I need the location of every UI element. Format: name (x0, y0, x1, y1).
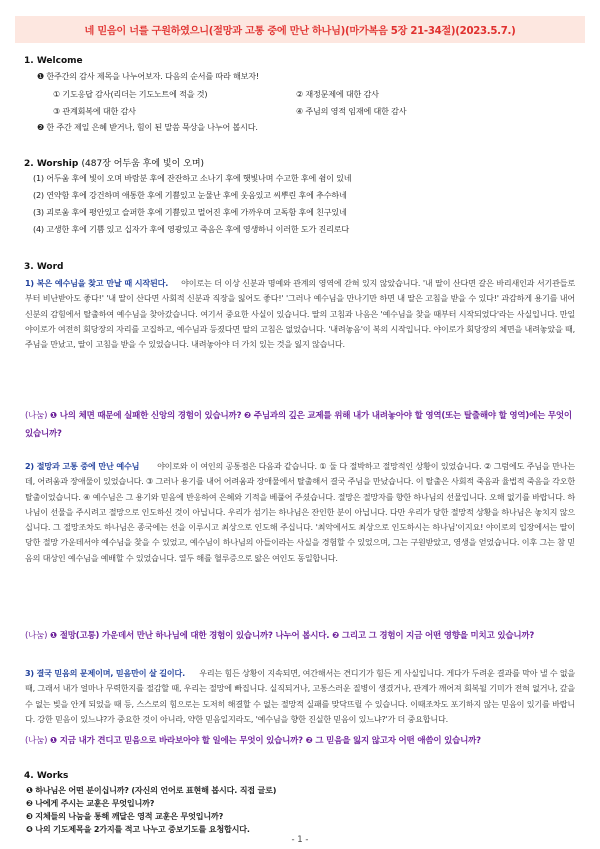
worship-verse: (1) 어두움 후에 빛이 오며 바람분 후에 잔잔하고 소나기 후에 햇빛나며 수고한 후에 쉼이 있네 (33, 173, 352, 183)
word-section-3 (25, 666, 575, 727)
word-section-3-question (25, 733, 575, 751)
worship-verse: (3) 괴로움 후에 평안있고 슬퍼한 후에 기쁨있고 멀어진 후에 가까우며 고독함 후에 친구있네 (33, 207, 347, 217)
question-label: (나눔) (25, 736, 48, 746)
word-section-2-question (25, 628, 575, 646)
page-title: 네 믿음이 너를 구원하였으니(절망과 고통 중에 만난 하나님)(마가복음 5장 21-34절)(2023.5.7.) (15, 16, 585, 43)
word-heading: 3. Word (24, 262, 64, 272)
word-section-3-body: 우리는 힘든 상황이 지속되면, 여간해서는 견디기가 힘든 게 사실입니다. 게다가 두려운 결과를 막아 낼 수 없을 때, 그래서 내가 얼마나 무력한지를 절감할 때, 우리는 절망에 빠집니다. 실직되거나, 고통스러운 질병이 생겼거나, 관계가 깨어져 회복될 기미가 전혀 없거나, 갚을 수 없는 빚을 안게 되었을 때 등, 스스로의 힘으로는 도저히 해결할 수 없는 절망적 실패를 맞닥뜨릴 수 있습니다. 이때조차도 포기하지 않는 믿음이 있기를 바랍니다. 강한 믿음이 있느냐?가 중요한 것이 아니라, 약한 믿음일지라도, '예수님을 향한 진실한 믿음이 있느냐?'가 더 중요합니다. (25, 668, 575, 724)
worship-verse: (4) 고생한 후에 기쁨 있고 십자가 후에 영광있고 죽음은 후에 영생하니 이러한 도가 진리로다 (33, 224, 349, 234)
word-section-1-body: 야이로는 더 이상 신분과 명예와 관계의 영역에 갇혀 있지 않았습니다. '내 딸이 산다면 갈은 바리새인과 서기관들로부터 비난받아도 좋다!' '내 딸이 산다면 사회적 신분과 직장을 잃어도 좋다!' '그러나 예수님을 만나기만 하면 내 딸은 고침을 받을 수 있다!' 과감하게 용기를 내어 신분의 감힘에서 탈출하여 예수님을 찾아갔습니다. 여기서 중요한 사실이 있습니다. 딸의 고침과 나음은 '예수님을 찾을 때부터 시작되었다'라는 사실입니다. 만일 야이로가 여전히 회당장의 자리를 고집하고, 예수님과 등졌다면 딸의 고침은 없었습니다. '내려놓음'이 복의 시작입니다. 야이로가 회당장의 체면을 내려놓았을 때, 주님을 만났고, 딸이 고침을 받을 수 있었습니다. 내려놓아야 더 가치 있는 것을 잃지 않습니다. (25, 278, 575, 350)
works-item: ❶ 하나님은 어떤 분이십니까? (자신의 언어로 표현해 봅시다. 직접 글로) (26, 785, 277, 795)
welcome-heading: 1. Welcome (24, 56, 83, 66)
worship-verse: (2) 연약함 후에 강건하며 애통한 후에 기쁨있고 눈물난 후에 웃음있고 씨뿌린 후에 추수하네 (33, 190, 347, 200)
welcome-item: ④ 주님의 영적 임재에 대한 감사 (296, 106, 407, 116)
worship-heading-label: 2. Worship (24, 159, 79, 169)
welcome-intro: ❶ 한주간의 감사 제목을 나누어보자. 다음의 순서를 따라 해보자! (37, 71, 259, 81)
page-number: - 1 - (291, 835, 309, 845)
works-item: ❹ 나의 기도제목을 2가지를 적고 나누고 중보기도를 요청합시다. (26, 824, 250, 834)
word-section-1 (25, 276, 575, 352)
question-text: ❶ 지금 내가 견디고 믿음으로 바라보아야 할 일에는 무엇이 있습니까? ❷ 그 믿음을 잃지 않고자 어떤 애씀이 있습니까? (50, 736, 481, 746)
welcome-item: ① 기도응답 감사(리더는 기도노트에 적을 것) (53, 89, 208, 99)
worship-heading (24, 156, 204, 169)
welcome-second: ❷ 한 주간 제일 은혜 받거나, 힘이 된 말씀 묵상을 나누어 봅시다. (37, 122, 258, 132)
welcome-item: ② 재정문제에 대한 감사 (296, 89, 379, 99)
word-section-2 (25, 459, 575, 566)
word-section-2-heading: 2) 절망과 고통 중에 만난 예수님 (25, 461, 140, 471)
works-item: ❸ 지체들의 나눔을 통해 깨달은 영적 교훈은 무엇입니까? (26, 811, 224, 821)
word-section-3-heading: 3) 결국 믿음의 문제이며, 믿음만이 살 길이다. (25, 668, 185, 678)
question-text: ❶ 나의 체면 때문에 실패한 신앙의 경험이 있습니까? ❷ 주님과의 깊은 교제를 위해 내가 내려놓아야 할 영역(또는 탈출해야 할 영역)에는 무엇이 있습니까? (25, 411, 572, 439)
word-section-1-heading: 1) 복은 예수님을 찾고 만날 때 시작된다. (25, 278, 169, 288)
question-label: (나눔) (25, 631, 48, 641)
works-item: ❷ 나에게 주시는 교훈은 무엇입니까? (26, 798, 155, 808)
welcome-item: ③ 관계회복에 대한 감사 (53, 106, 136, 116)
question-text: ❶ 절망(고통) 가운데서 만난 하나님에 대한 경험이 있습니까? 나누어 봅시다. ❷ 그리고 그 경험이 지금 어떤 영향을 미치고 있습니까? (50, 631, 535, 641)
word-section-2-body: 야이로와 이 여인의 공통점은 다음과 같습니다. ① 둘 다 절박하고 절망적인 상황이 있었습니다. ② 그럼에도 주님을 만나는데, 어려움과 장애물이 있었습니다. ③ 그러나 용기를 내어 어려움과 장애물에서 탈출해서 결국 주님을 만났습니다. 이 탈출은 사회적 죽음과 율법적 죽음을 각오한 탈출이었습니다. ④ 예수님은 그 용기와 믿음에 반응하여 은혜와 기적을 베풀어 주셨습니다. 절망은 절망자를 향한 하나님의 선물입니다. 오해 없기를 바랍니다. 하나님이 선물을 주시려고 절망으로 인도하신 것이 아닙니다. 우리가 섬기는 하나님은 잔인한 분이 아닙니다. 다만 우리가 당한 절망적 상황을 하나님은 놓치지 않으십니다. 그 절망조차도 하나님은 종국에는 선을 이루시고 최상으로 인도해 주십니다. '최악에서도 최상으로 인도하시는 하나님'이지요! 야이로의 입장에서는 딸이 당한 절망 가운데서야 예수님을 찾을 수 있었고, 예수님이 하나님의 아들이라는 사실을 경험할 수 있었으며, 그는 구원받았고, 영생을 얻었습니다. 이후 그는 참 믿음의 대상인 예수님을 예배할 수 있었습니다. 열두 해를 혈루증으로 앓은 여인도 동일합니다. (25, 461, 575, 563)
word-section-1-question (25, 408, 575, 443)
works-heading: 4. Works (24, 771, 69, 781)
question-label: (나눔) (25, 411, 48, 421)
worship-song-title: (487장 어두움 후에 빛이 오며) (81, 159, 205, 169)
